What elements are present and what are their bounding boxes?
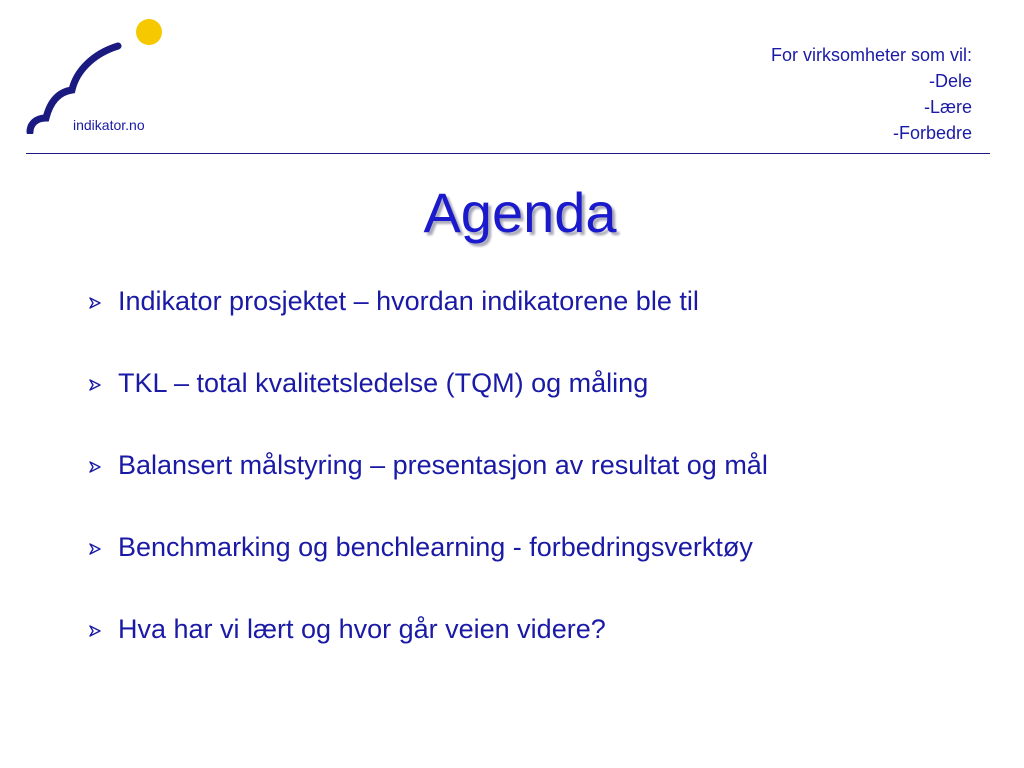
agenda-item-text: Balansert målstyring – presentasjon av resultat og mål — [118, 450, 768, 480]
agenda-item-text: Hva har vi lært og hvor går veien videre? — [118, 614, 606, 644]
tagline — [771, 42, 972, 146]
header-divider — [26, 153, 990, 154]
logo-icon — [22, 14, 172, 134]
logo-text: indikator.no — [73, 117, 145, 133]
agenda-item-text: TKL – total kvalitetsledelse (TQM) og måling — [118, 368, 649, 398]
logo — [22, 14, 172, 144]
arrow-bullet-icon — [88, 460, 102, 474]
tagline-heading: For virksomheter som vil: — [770, 45, 972, 65]
sun-icon — [136, 19, 162, 45]
agenda-item-text: Indikator prosjektet – hvordan indikatorene ble til — [118, 286, 699, 316]
arrow-bullet-icon — [88, 624, 102, 638]
tagline-item: -Forbedre — [892, 123, 972, 143]
slide-title: Agenda — [423, 181, 617, 244]
arrow-bullet-icon — [88, 378, 102, 392]
arrow-bullet-icon — [88, 296, 102, 310]
tagline-item: -Lære — [923, 97, 972, 117]
tagline-item: -Dele — [928, 71, 972, 91]
agenda-item-text: Benchmarking og benchlearning - forbedringsverktøy — [118, 532, 753, 562]
arrow-bullet-icon — [88, 542, 102, 556]
